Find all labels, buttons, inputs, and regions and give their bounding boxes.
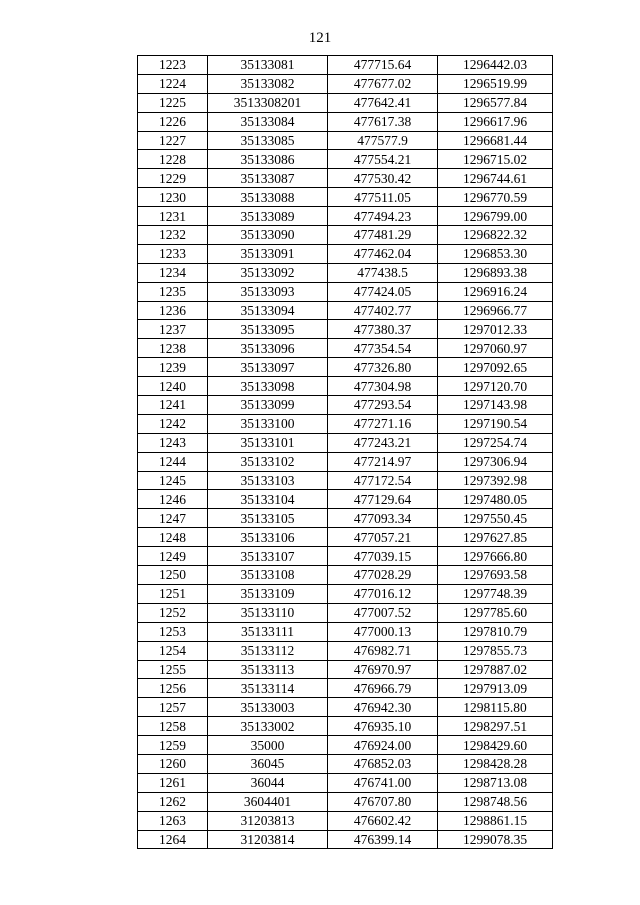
- y-coordinate-cell: 1299078.35: [438, 830, 553, 849]
- point-id-cell: 35133091: [208, 244, 328, 263]
- table-row: [138, 660, 553, 679]
- x-coordinate-cell: 477172.54: [328, 471, 438, 490]
- y-coordinate-cell: 1297092.65: [438, 358, 553, 377]
- x-coordinate-cell: 477243.21: [328, 433, 438, 452]
- point-id-cell: 35133095: [208, 320, 328, 339]
- table-row: [138, 433, 553, 452]
- point-number-cell: 1229: [138, 169, 208, 188]
- point-id-cell: 35133112: [208, 641, 328, 660]
- y-coordinate-cell: 1297143.98: [438, 396, 553, 415]
- y-coordinate-cell: 1298713.08: [438, 773, 553, 792]
- x-coordinate-cell: 477293.54: [328, 396, 438, 415]
- y-coordinate-cell: 1297810.79: [438, 622, 553, 641]
- point-number-cell: 1241: [138, 396, 208, 415]
- point-id-cell: 35133100: [208, 414, 328, 433]
- x-coordinate-cell: 477326.80: [328, 358, 438, 377]
- x-coordinate-cell: 476924.00: [328, 736, 438, 755]
- point-id-cell: 31203813: [208, 811, 328, 830]
- x-coordinate-cell: 477642.41: [328, 93, 438, 112]
- x-coordinate-cell: 477402.77: [328, 301, 438, 320]
- point-number-cell: 1231: [138, 207, 208, 226]
- y-coordinate-cell: 1296853.30: [438, 244, 553, 263]
- table-row: [138, 566, 553, 585]
- point-id-cell: 35133089: [208, 207, 328, 226]
- point-id-cell: 3513308201: [208, 93, 328, 112]
- x-coordinate-cell: 477028.29: [328, 566, 438, 585]
- table-row: [138, 641, 553, 660]
- y-coordinate-cell: 1297480.05: [438, 490, 553, 509]
- y-coordinate-cell: 1296799.00: [438, 207, 553, 226]
- y-coordinate-cell: 1298297.51: [438, 717, 553, 736]
- y-coordinate-cell: 1296681.44: [438, 131, 553, 150]
- x-coordinate-cell: 477424.05: [328, 282, 438, 301]
- x-coordinate-cell: 477438.5: [328, 263, 438, 282]
- point-number-cell: 1251: [138, 584, 208, 603]
- y-coordinate-cell: 1297855.73: [438, 641, 553, 660]
- table-row: [138, 830, 553, 849]
- x-coordinate-cell: 477057.21: [328, 528, 438, 547]
- point-id-cell: 35133108: [208, 566, 328, 585]
- point-number-cell: 1248: [138, 528, 208, 547]
- point-number-cell: 1252: [138, 603, 208, 622]
- point-number-cell: 1223: [138, 56, 208, 75]
- point-id-cell: 31203814: [208, 830, 328, 849]
- point-number-cell: 1247: [138, 509, 208, 528]
- table-row: [138, 358, 553, 377]
- x-coordinate-cell: 476935.10: [328, 717, 438, 736]
- point-id-cell: 35133097: [208, 358, 328, 377]
- point-id-cell: 35133081: [208, 56, 328, 75]
- point-number-cell: 1246: [138, 490, 208, 509]
- table-row: [138, 792, 553, 811]
- x-coordinate-cell: 477617.38: [328, 112, 438, 131]
- y-coordinate-cell: 1296770.59: [438, 188, 553, 207]
- point-id-cell: 35133101: [208, 433, 328, 452]
- point-id-cell: 35133098: [208, 377, 328, 396]
- y-coordinate-cell: 1296893.38: [438, 263, 553, 282]
- table-row: [138, 698, 553, 717]
- x-coordinate-cell: 477715.64: [328, 56, 438, 75]
- table-row: [138, 717, 553, 736]
- point-id-cell: 3604401: [208, 792, 328, 811]
- x-coordinate-cell: 477000.13: [328, 622, 438, 641]
- point-number-cell: 1260: [138, 754, 208, 773]
- point-id-cell: 35133113: [208, 660, 328, 679]
- point-number-cell: 1225: [138, 93, 208, 112]
- point-number-cell: 1261: [138, 773, 208, 792]
- point-number-cell: 1253: [138, 622, 208, 641]
- x-coordinate-cell: 477129.64: [328, 490, 438, 509]
- coordinates-table: [137, 55, 553, 849]
- point-id-cell: 35133087: [208, 169, 328, 188]
- x-coordinate-cell: 477039.15: [328, 547, 438, 566]
- y-coordinate-cell: 1297306.94: [438, 452, 553, 471]
- x-coordinate-cell: 477462.04: [328, 244, 438, 263]
- point-id-cell: 36044: [208, 773, 328, 792]
- point-id-cell: 35133105: [208, 509, 328, 528]
- table-row: [138, 584, 553, 603]
- y-coordinate-cell: 1297913.09: [438, 679, 553, 698]
- point-id-cell: 36045: [208, 754, 328, 773]
- table-row: [138, 188, 553, 207]
- point-id-cell: 35133114: [208, 679, 328, 698]
- x-coordinate-cell: 476852.03: [328, 754, 438, 773]
- point-number-cell: 1238: [138, 339, 208, 358]
- table-row: [138, 811, 553, 830]
- x-coordinate-cell: 477494.23: [328, 207, 438, 226]
- point-number-cell: 1257: [138, 698, 208, 717]
- x-coordinate-cell: 476741.00: [328, 773, 438, 792]
- point-number-cell: 1249: [138, 547, 208, 566]
- point-id-cell: 35133099: [208, 396, 328, 415]
- point-number-cell: 1244: [138, 452, 208, 471]
- point-id-cell: 35133094: [208, 301, 328, 320]
- y-coordinate-cell: 1297392.98: [438, 471, 553, 490]
- x-coordinate-cell: 476602.42: [328, 811, 438, 830]
- x-coordinate-cell: 477481.29: [328, 226, 438, 245]
- x-coordinate-cell: 477304.98: [328, 377, 438, 396]
- point-id-cell: 35133109: [208, 584, 328, 603]
- table-row: [138, 679, 553, 698]
- table-row: [138, 736, 553, 755]
- point-number-cell: 1250: [138, 566, 208, 585]
- coordinates-table-body: [138, 56, 553, 849]
- point-number-cell: 1232: [138, 226, 208, 245]
- point-number-cell: 1242: [138, 414, 208, 433]
- y-coordinate-cell: 1298429.60: [438, 736, 553, 755]
- point-id-cell: 35133088: [208, 188, 328, 207]
- x-coordinate-cell: 476966.79: [328, 679, 438, 698]
- point-number-cell: 1262: [138, 792, 208, 811]
- point-id-cell: 35133084: [208, 112, 328, 131]
- point-id-cell: 35133104: [208, 490, 328, 509]
- y-coordinate-cell: 1298861.15: [438, 811, 553, 830]
- y-coordinate-cell: 1297550.45: [438, 509, 553, 528]
- x-coordinate-cell: 477577.9: [328, 131, 438, 150]
- y-coordinate-cell: 1297748.39: [438, 584, 553, 603]
- table-row: [138, 320, 553, 339]
- point-number-cell: 1255: [138, 660, 208, 679]
- y-coordinate-cell: 1297785.60: [438, 603, 553, 622]
- point-number-cell: 1254: [138, 641, 208, 660]
- table-row: [138, 263, 553, 282]
- y-coordinate-cell: 1296519.99: [438, 74, 553, 93]
- table-row: [138, 207, 553, 226]
- point-id-cell: 35133082: [208, 74, 328, 93]
- point-id-cell: 35133110: [208, 603, 328, 622]
- y-coordinate-cell: 1296715.02: [438, 150, 553, 169]
- y-coordinate-cell: 1297693.58: [438, 566, 553, 585]
- point-number-cell: 1226: [138, 112, 208, 131]
- table-row: [138, 377, 553, 396]
- y-coordinate-cell: 1298428.28: [438, 754, 553, 773]
- point-number-cell: 1236: [138, 301, 208, 320]
- y-coordinate-cell: 1296744.61: [438, 169, 553, 188]
- y-coordinate-cell: 1296577.84: [438, 93, 553, 112]
- point-id-cell: 35133085: [208, 131, 328, 150]
- point-number-cell: 1230: [138, 188, 208, 207]
- table-row: [138, 414, 553, 433]
- point-number-cell: 1239: [138, 358, 208, 377]
- point-id-cell: 35133107: [208, 547, 328, 566]
- table-row: [138, 74, 553, 93]
- table-row: [138, 131, 553, 150]
- table-row: [138, 56, 553, 75]
- y-coordinate-cell: 1297060.97: [438, 339, 553, 358]
- x-coordinate-cell: 477214.97: [328, 452, 438, 471]
- table-row: [138, 339, 553, 358]
- table-row: [138, 603, 553, 622]
- x-coordinate-cell: 477016.12: [328, 584, 438, 603]
- y-coordinate-cell: 1297012.33: [438, 320, 553, 339]
- table-row: [138, 112, 553, 131]
- table-row: [138, 452, 553, 471]
- point-id-cell: 35133106: [208, 528, 328, 547]
- point-id-cell: 35000: [208, 736, 328, 755]
- point-number-cell: 1224: [138, 74, 208, 93]
- x-coordinate-cell: 477354.54: [328, 339, 438, 358]
- point-id-cell: 35133092: [208, 263, 328, 282]
- point-number-cell: 1256: [138, 679, 208, 698]
- y-coordinate-cell: 1296822.32: [438, 226, 553, 245]
- point-number-cell: 1234: [138, 263, 208, 282]
- x-coordinate-cell: 476982.71: [328, 641, 438, 660]
- point-number-cell: 1240: [138, 377, 208, 396]
- x-coordinate-cell: 476942.30: [328, 698, 438, 717]
- table-row: [138, 773, 553, 792]
- table-row: [138, 93, 553, 112]
- table-row: [138, 471, 553, 490]
- point-number-cell: 1258: [138, 717, 208, 736]
- x-coordinate-cell: 476970.97: [328, 660, 438, 679]
- point-id-cell: 35133111: [208, 622, 328, 641]
- point-id-cell: 35133003: [208, 698, 328, 717]
- y-coordinate-cell: 1297190.54: [438, 414, 553, 433]
- y-coordinate-cell: 1298748.56: [438, 792, 553, 811]
- point-number-cell: 1233: [138, 244, 208, 263]
- y-coordinate-cell: 1296916.24: [438, 282, 553, 301]
- table-row: [138, 547, 553, 566]
- table-row: [138, 169, 553, 188]
- point-id-cell: 35133102: [208, 452, 328, 471]
- x-coordinate-cell: 477530.42: [328, 169, 438, 188]
- table-row: [138, 150, 553, 169]
- point-number-cell: 1259: [138, 736, 208, 755]
- x-coordinate-cell: 477380.37: [328, 320, 438, 339]
- x-coordinate-cell: 477007.52: [328, 603, 438, 622]
- x-coordinate-cell: 476399.14: [328, 830, 438, 849]
- x-coordinate-cell: 477677.02: [328, 74, 438, 93]
- table-row: [138, 490, 553, 509]
- point-number-cell: 1227: [138, 131, 208, 150]
- table-row: [138, 282, 553, 301]
- table-row: [138, 509, 553, 528]
- point-id-cell: 35133002: [208, 717, 328, 736]
- point-number-cell: 1235: [138, 282, 208, 301]
- point-number-cell: 1228: [138, 150, 208, 169]
- point-id-cell: 35133096: [208, 339, 328, 358]
- x-coordinate-cell: 477093.34: [328, 509, 438, 528]
- table-row: [138, 528, 553, 547]
- point-number-cell: 1263: [138, 811, 208, 830]
- page-number: 121: [308, 30, 332, 46]
- y-coordinate-cell: 1297627.85: [438, 528, 553, 547]
- point-id-cell: 35133086: [208, 150, 328, 169]
- y-coordinate-cell: 1297120.70: [438, 377, 553, 396]
- point-id-cell: 35133090: [208, 226, 328, 245]
- point-number-cell: 1245: [138, 471, 208, 490]
- table-row: [138, 754, 553, 773]
- point-id-cell: 35133093: [208, 282, 328, 301]
- x-coordinate-cell: 477511.05: [328, 188, 438, 207]
- y-coordinate-cell: 1296442.03: [438, 56, 553, 75]
- y-coordinate-cell: 1297666.80: [438, 547, 553, 566]
- x-coordinate-cell: 477271.16: [328, 414, 438, 433]
- x-coordinate-cell: 476707.80: [328, 792, 438, 811]
- table-row: [138, 301, 553, 320]
- y-coordinate-cell: 1296966.77: [438, 301, 553, 320]
- point-number-cell: 1264: [138, 830, 208, 849]
- table-row: [138, 622, 553, 641]
- y-coordinate-cell: 1297887.02: [438, 660, 553, 679]
- table-row: [138, 396, 553, 415]
- y-coordinate-cell: 1298115.80: [438, 698, 553, 717]
- table-row: [138, 244, 553, 263]
- point-number-cell: 1243: [138, 433, 208, 452]
- point-number-cell: 1237: [138, 320, 208, 339]
- x-coordinate-cell: 477554.21: [328, 150, 438, 169]
- y-coordinate-cell: 1296617.96: [438, 112, 553, 131]
- point-id-cell: 35133103: [208, 471, 328, 490]
- y-coordinate-cell: 1297254.74: [438, 433, 553, 452]
- table-row: [138, 226, 553, 245]
